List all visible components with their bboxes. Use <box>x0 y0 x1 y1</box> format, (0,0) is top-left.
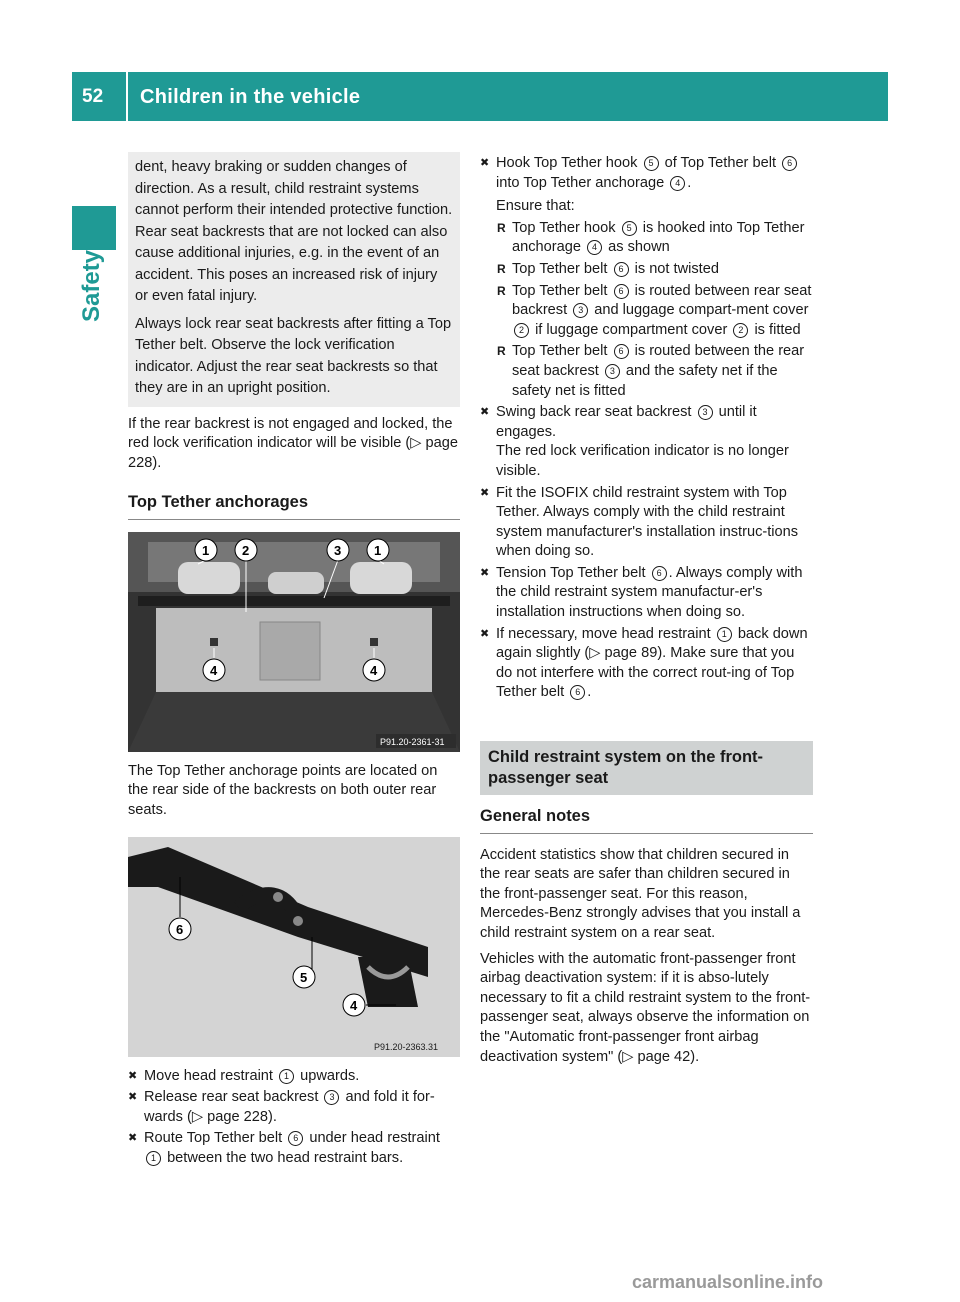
head-restraint-right <box>350 562 412 594</box>
callout-1-left <box>195 539 217 561</box>
callout-badge: 1 <box>146 1151 161 1166</box>
anchorage-right <box>370 638 378 646</box>
head-restraint-center <box>268 572 324 594</box>
svg-text:1: 1 <box>202 542 210 558</box>
svg-text:4: 4 <box>350 997 358 1013</box>
instruction-step: ✖ Tension Top Tether belt 6 . Always comply with the child restraint system manufactur-er's installation instructions when doing so. <box>480 564 813 623</box>
subsection-heading: General notes <box>480 807 813 834</box>
image-code: P91.20-2363.31 <box>374 1041 439 1052</box>
instruction-step: ✖ Hook Top Tether hook 5 of Top Tether belt 6 into Top Tether anchorage 4 . <box>480 154 813 193</box>
watermark: carmanualsonline.info <box>632 1272 824 1292</box>
callout-badge: 6 <box>614 344 629 359</box>
svg-text:4: 4 <box>210 662 218 678</box>
svg-text:1: 1 <box>374 542 382 558</box>
callout-badge: 3 <box>605 364 620 379</box>
luggage-compartment-image <box>128 532 460 752</box>
callout-badge: 1 <box>279 1069 294 1084</box>
callout-badge: 6 <box>652 566 667 581</box>
top-tether-hook-image <box>128 837 460 1057</box>
instruction-step: ✖ If necessary, move head restraint 1 back down again slightly (▷ page 89). Make sure that you do not interfere with the correct rout-ing of Top Tether belt 6 . <box>480 625 813 703</box>
section-tab-marker <box>72 206 116 250</box>
callout-badge: 4 <box>670 176 685 191</box>
checklist-item: R Top Tether belt 6 is routed between the rear seat backrest 3 and the safety net if the safety net is fitted <box>480 342 813 401</box>
paragraph: If the rear backrest is not engaged and locked, the red lock verification indicator will be visible (▷ page 228). <box>128 415 458 471</box>
instruction-step: ✖ Route Top Tether belt 6 under head restraint 1 between the two head restraint bars. <box>128 1129 460 1168</box>
head-restraint-left <box>178 562 240 594</box>
callout-badge: 6 <box>782 156 797 171</box>
paragraph: Accident statistics show that children secured in the rear seats are safer than children secured in the front-passenger seat. For this reason, Mercedes-Benz strongly advises that you install a child restraint system on a rear seat. <box>480 846 801 941</box>
ensure-label: Ensure that: <box>496 198 575 215</box>
callout-badge: 3 <box>573 303 588 318</box>
warning-box <box>128 152 460 407</box>
instruction-step: ✖ Move head restraint 1 upwards. <box>128 1067 460 1087</box>
checklist-item: R Top Tether belt 6 is not twisted <box>480 260 813 280</box>
svg-text:5: 5 <box>300 969 308 985</box>
callout-5 <box>293 966 315 988</box>
callout-6 <box>169 918 191 940</box>
callout-badge: 6 <box>614 284 629 299</box>
svg-text:4: 4 <box>370 662 378 678</box>
callout-2 <box>235 539 257 561</box>
left-column <box>128 152 460 1171</box>
checklist-item: R Top Tether hook 5 is hooked into Top Tether anchorage 4 as shown <box>480 219 813 258</box>
callout-4-right <box>363 659 385 681</box>
callout-badge: 6 <box>288 1131 303 1146</box>
section-title-box: Child restraint system on the front-passenger seat <box>480 741 813 795</box>
callout-badge: 3 <box>698 405 713 420</box>
callout-badge: 6 <box>570 685 585 700</box>
warning-text: dent, heavy braking or sudden changes of direction. As a result, child restraint systems cannot perform their intended protective function. Rear seat backrests that are not locked can also cause additional injuries, e.g. in the event of an accident. This poses an increased risk of injury or even fatal injury. <box>135 159 453 304</box>
top-tether-hook-illustration <box>128 837 460 1057</box>
instruction-step: ✖ Release rear seat backrest 3 and fold it for-wards (▷ page 228). <box>128 1088 460 1127</box>
callout-badge: 2 <box>514 323 529 338</box>
callout-badge: 5 <box>644 156 659 171</box>
right-column <box>480 152 813 1073</box>
tether-hook <box>358 957 418 1007</box>
callout-badge: 1 <box>717 627 732 642</box>
checklist-item: R Top Tether belt 6 is routed between rear seat backrest 3 and luggage compart-ment cover 2 if luggage compartment cover 2 is fitted <box>480 282 813 341</box>
header-divider <box>126 72 128 121</box>
anchorage-left <box>210 638 218 646</box>
instruction-step: ✖ Swing back rear seat backrest 3 until it engages. The red lock verification indicator is no longer visible. <box>480 403 813 481</box>
paragraph: The Top Tether anchorage points are located on the rear side of the backrests on both outer rear seats. <box>128 762 438 819</box>
callout-badge: 3 <box>324 1090 339 1105</box>
svg-text:3: 3 <box>334 542 342 558</box>
warning-text: Always lock rear seat backrests after fitting a Top Tether belt. Observe the lock verification indicator. Adjust the rear seat backrests so that they are in an upright position. <box>135 315 452 396</box>
image-code: P91.20-2361-31 <box>380 736 445 747</box>
callout-4-left <box>203 659 225 681</box>
section-heading: Top Tether anchorages <box>128 493 460 520</box>
svg-text:2: 2 <box>242 542 250 558</box>
callout-badge: 4 <box>587 240 602 255</box>
callout-badge: 2 <box>733 323 748 338</box>
callout-3 <box>327 539 349 561</box>
page-number: 52 <box>82 86 104 107</box>
luggage-compartment-illustration <box>128 532 460 752</box>
section-label: Safety <box>78 249 105 322</box>
paragraph: Vehicles with the automatic front-passenger front airbag deactivation system: if it is abso-lutely necessary to fit a child restraint system to the front-passenger seat, always observe the information on the "Automatic front-passenger front airbag deactivation system" (▷ page 42). <box>480 950 811 1065</box>
callout-badge: 6 <box>614 262 629 277</box>
page-title: Children in the vehicle <box>140 86 361 108</box>
callout-4 <box>343 994 365 1016</box>
instruction-step: ✖ Fit the ISOFIX child restraint system with Top Tether. Always comply with the child restraint system manufacturer's installation instruc-tions when doing so. <box>480 484 813 562</box>
callout-1-right <box>367 539 389 561</box>
callout-badge: 5 <box>622 221 637 236</box>
svg-text:6: 6 <box>176 921 184 937</box>
